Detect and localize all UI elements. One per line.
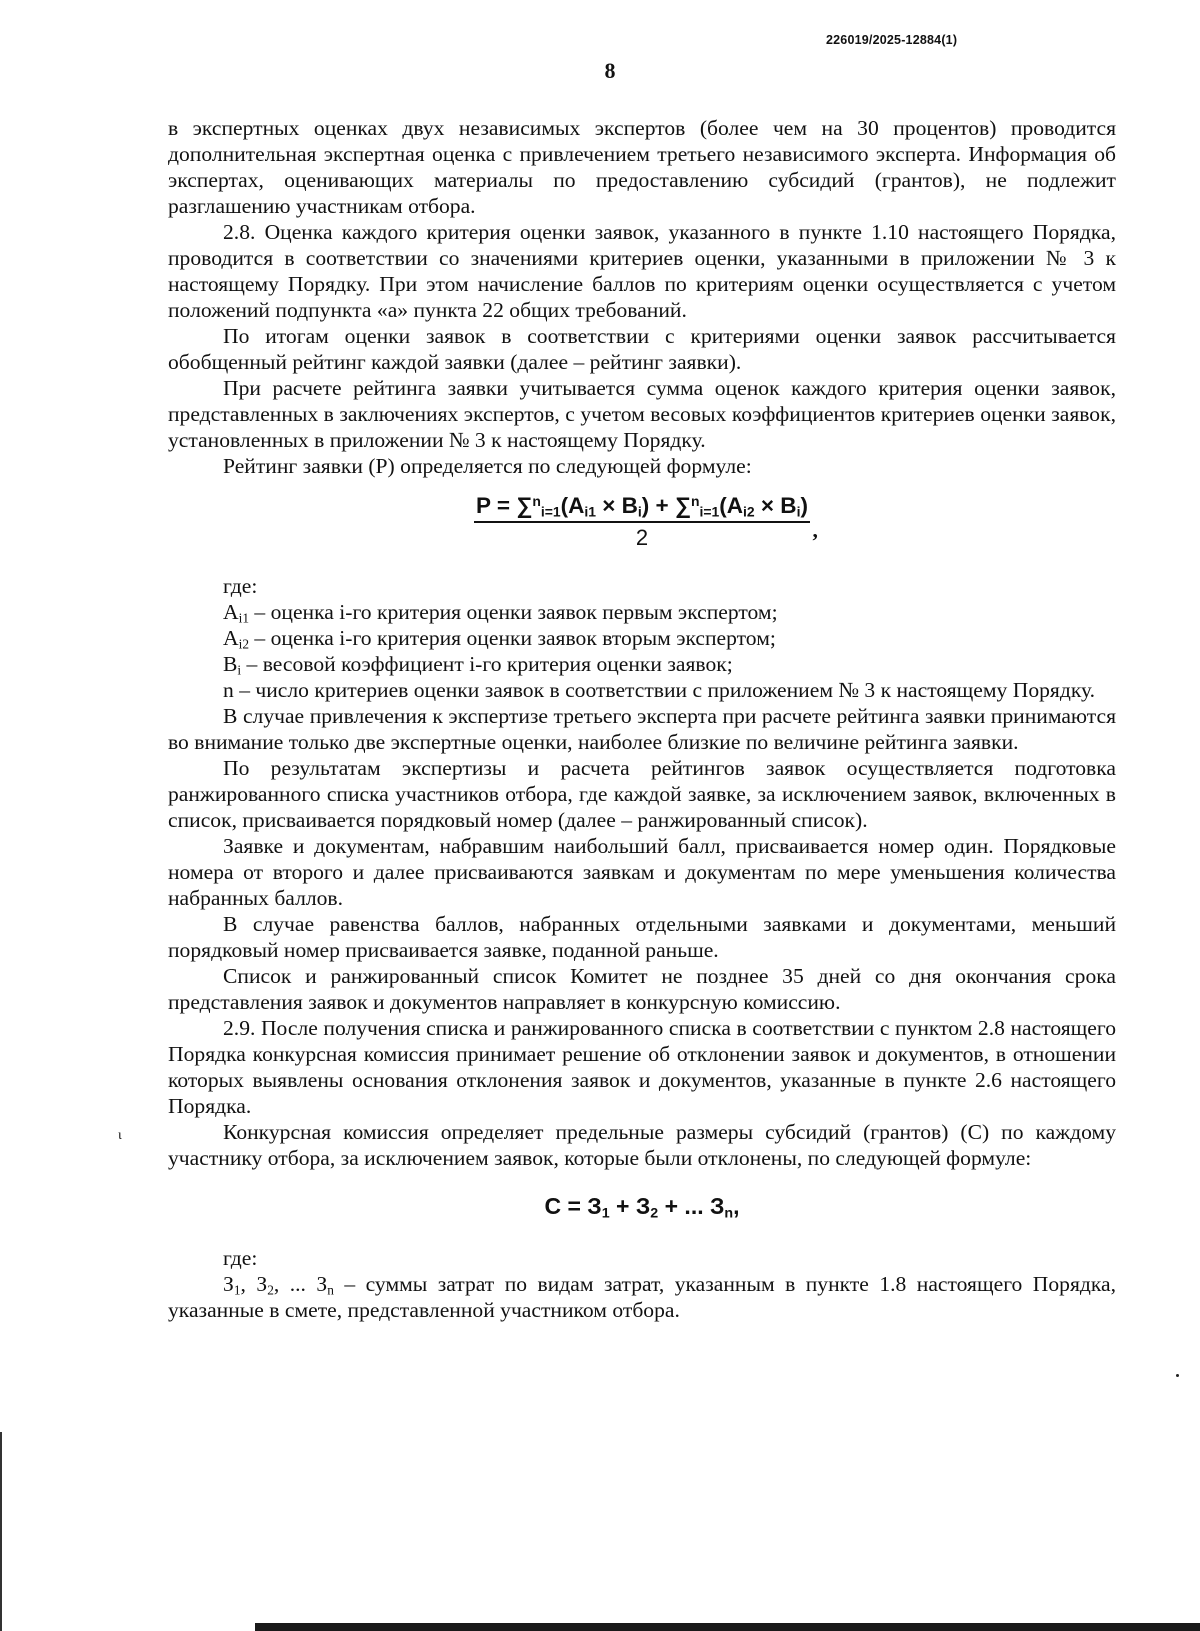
paragraph-highest-score: Заявке и документам, набравшим наибольший балл, присваивается номер один. Порядковые номера от второго и далее присваиваются заявкам и документам по мере уменьшения количества набранных баллов. [168, 834, 1116, 910]
page-number: 8 [604, 58, 616, 83]
rating-formula-fraction [474, 493, 818, 551]
definition-n: n – число критериев оценки заявок в соответствии с приложением № 3 к настоящему Порядку. [223, 678, 1096, 702]
paragraph-2-8: 2.8. Оценка каждого критерия оценки заявок, указанного в пункте 1.10 настоящего Порядка, проводится в соответствии со значениями критериев оценки, указанными в приложении № 3 к настоящему Порядку. При этом начисление баллов по критериям оценки осуществляется с учетом положений подпункта «а» пункта 22 общих требований. [168, 220, 1116, 322]
definition-ai1: $A_{i1}$ – оценка i-го критерия оценки заявок первым экспертом; [223, 600, 778, 626]
scan-bottom-edge [255, 1623, 1200, 1631]
definition-z: $З_1$, $З_2$, ... $З_n$ – суммы затрат по видам затрат, указанным в пункте 1.8 настоящего Порядка, указанные в смете, представленной участником отбора. [168, 1272, 1117, 1322]
paragraph-rating-summary: По итогам оценки заявок в соответствии с критериями оценки заявок рассчитывается обобщенный рейтинг каждой заявки (далее – рейтинг заявки). [168, 324, 1116, 374]
document-id: 226019/2025-12884(1) [826, 33, 958, 47]
paragraph-rating-calc: При расчете рейтинга заявки учитывается сумма оценок каждого критерия оценки заявок, представленных в заключениях экспертов, с учетом весовых коэффициентов критериев оценки заявок, установленных в приложении № 3 к настоящему Порядку. [168, 376, 1116, 452]
margin-dot [1176, 1374, 1179, 1377]
rating-formula-numerator: $P = \sum^n_{i=1}(A_{i1} \times B_i) + \sum^n_{i=1}(A_{i2} \times B_i)$ [474, 493, 810, 523]
margin-tick-mark: ι [118, 1128, 122, 1143]
paragraph-third-expert: В случае привлечения к экспертизе третьего эксперта при расчете рейтинга заявки принимаются во внимание только две экспертные оценки, наиболее близкие по величине рейтинга заявки. [168, 704, 1116, 754]
rating-formula [168, 493, 1116, 551]
paragraph-list-deadline: Список и ранжированный список Комитет не позднее 35 дней со дня окончания срока представления заявок и документов направляет в конкурсную комиссию. [168, 964, 1116, 1014]
paragraph-equal-scores: В случае равенства баллов, набранных отдельными заявками и документами, меньший порядковый номер присваивается заявке, поданной раньше. [168, 912, 1116, 962]
paragraph-2-9: 2.9. После получения списка и ранжированного списка в соответствии с пунктом 2.8 настоящего Порядка конкурсная комиссия принимает решение об отклонении заявок и документов, в отношении которых выявлены основания отклонения заявок и документов, указанные в пункте 2.6 настоящего Порядка. [168, 1016, 1116, 1118]
paragraph-grant-limits: Конкурсная комиссия определяет предельные размеры субсидий (грантов) (С) по каждому участнику отбора, за исключением заявок, которые были отклонены, по следующей формуле: [168, 1120, 1116, 1170]
rating-formula-comma: , [812, 518, 818, 542]
scan-left-edge [0, 1432, 2, 1631]
paragraph-ranked-list: По результатам экспертизы и расчета рейтингов заявок осуществляется подготовка ранжированного списка участников отбора, где каждой заявке, за исключением заявок, включенных в список, присваивается порядковый номер (далее – ранжированный список). [168, 756, 1116, 832]
where-label-1: где: [223, 574, 258, 598]
where-label-2: где: [223, 1246, 258, 1270]
rating-formula-denominator: 2 [635, 525, 649, 550]
definition-ai2: $A_{i2}$ – оценка i-го критерия оценки заявок вторым экспертом; [223, 626, 776, 652]
document-body [168, 115, 1116, 1323]
grant-formula: $С = З_1 + З_2$ + ... $З_n$, [544, 1193, 740, 1222]
paragraph-formula-intro: Рейтинг заявки (Р) определяется по следующей формуле: [223, 454, 752, 478]
paragraph-1: в экспертных оценках двух независимых экспертов (более чем на 30 процентов) проводится дополнительная экспертная оценка с привлечением третьего независимого эксперта. Информация об экспертах, оценивающих материалы по предоставлению субсидий (грантов), не подлежит разглашению участникам отбора. [168, 116, 1116, 218]
definition-bi: $B_i$ – весовой коэффициент i-го критерия оценки заявок; [223, 652, 733, 678]
